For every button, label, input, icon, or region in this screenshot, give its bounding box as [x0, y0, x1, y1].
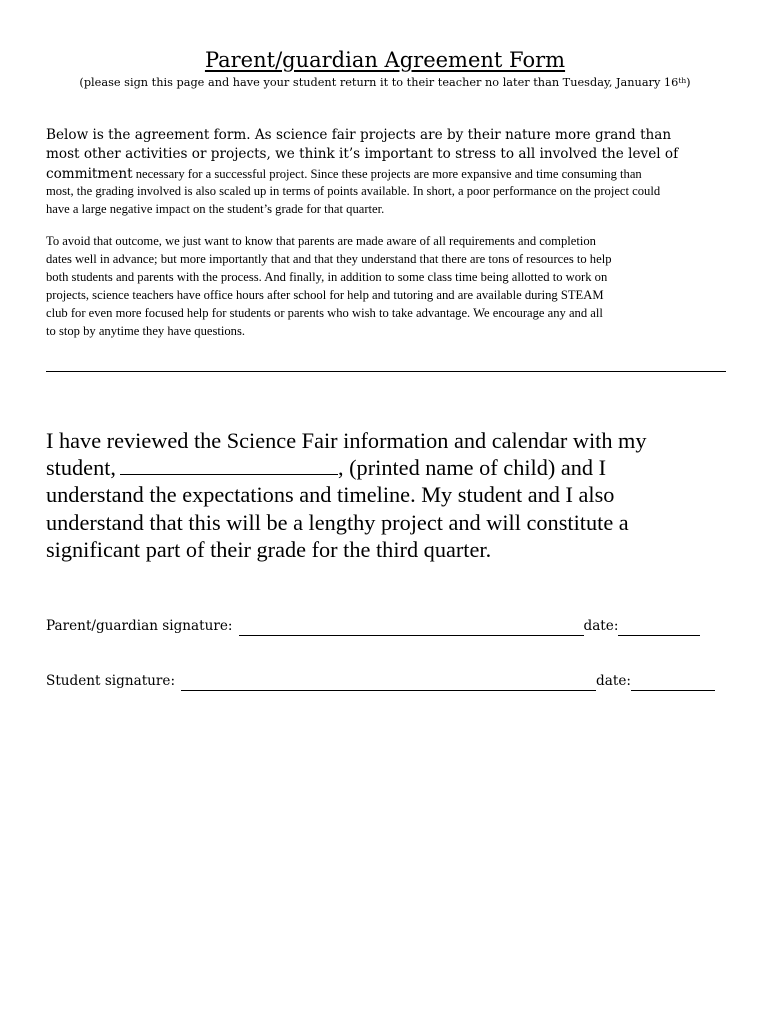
student-signature-field[interactable] — [181, 676, 596, 691]
parent-date-label: date: — [583, 618, 619, 634]
subtitle-close: ) — [686, 76, 691, 89]
section-divider — [46, 371, 726, 372]
form-subtitle — [0, 75, 770, 91]
paragraph-line: both students and parents with the process. And finally, in addition to some class time being allotted to work on — [46, 270, 608, 284]
form-title: Parent/guardian Agreement Form — [204, 48, 566, 72]
subtitle-text: (please sign this page and have your student return it to their teacher no later than Tuesday, January 16 — [79, 76, 679, 89]
subtitle-superscript: th — [678, 76, 687, 85]
intro-line: Below is the agreement form. As science fair projects are by their nature more grand than — [46, 127, 672, 143]
statement-printed-name-text: , (printed name of child) and I — [337, 455, 607, 481]
student-date-field[interactable] — [631, 676, 715, 691]
statement-line: understand the expectations and timeline. My student and I also — [46, 482, 615, 508]
intro-line — [46, 164, 736, 183]
statement-line: understand that this will be a lengthy project and will constitute a — [46, 509, 629, 535]
statement-line: I have reviewed the Science Fair information and calendar with my — [46, 428, 647, 453]
agreement-statement — [46, 427, 736, 563]
statement-line — [46, 454, 736, 481]
statement-student-word: student, — [46, 455, 116, 481]
paragraph-line: projects, science teachers have office hours after school for help and tutoring and are available during STEAM — [46, 288, 604, 302]
paragraph-line: to stop by anytime they have questions. — [46, 324, 246, 338]
parent-date-field[interactable] — [618, 621, 700, 636]
intro-commitment-word: commitment — [46, 166, 133, 182]
intro-line: have a large negative impact on the student’s grade for that quarter. — [46, 201, 385, 216]
paragraph-line: club for even more focused help for students or parents who wish to take advantage. We encourage any and all — [46, 306, 603, 320]
intro-line: most, the grading involved is also scaled up in terms of points available. In short, a poor performance on the project could — [46, 184, 661, 198]
resources-paragraph — [46, 232, 736, 340]
paragraph-line: dates well in advance; but more importantly that and that they understand that there are tons of resources to help — [46, 252, 612, 266]
parent-signature-field[interactable] — [239, 621, 584, 636]
student-signature-row — [46, 671, 715, 691]
paragraph-line: To avoid that outcome, we just want to know that parents are made aware of all requirements and completion — [46, 234, 596, 248]
intro-paragraph — [46, 126, 736, 218]
parent-signature-label: Parent/guardian signature: — [46, 618, 233, 634]
student-date-label: date: — [596, 673, 631, 689]
intro-line-rest: necessary for a successful project. Since these projects are more expansive and time consuming than — [132, 167, 642, 181]
intro-line: most other activities or projects, we think it’s important to stress to all involved the level of — [46, 146, 679, 162]
statement-line: significant part of their grade for the third quarter. — [46, 536, 492, 562]
parent-signature-row — [46, 616, 700, 636]
student-signature-label: Student signature: — [46, 673, 176, 689]
child-name-field[interactable] — [120, 456, 338, 475]
